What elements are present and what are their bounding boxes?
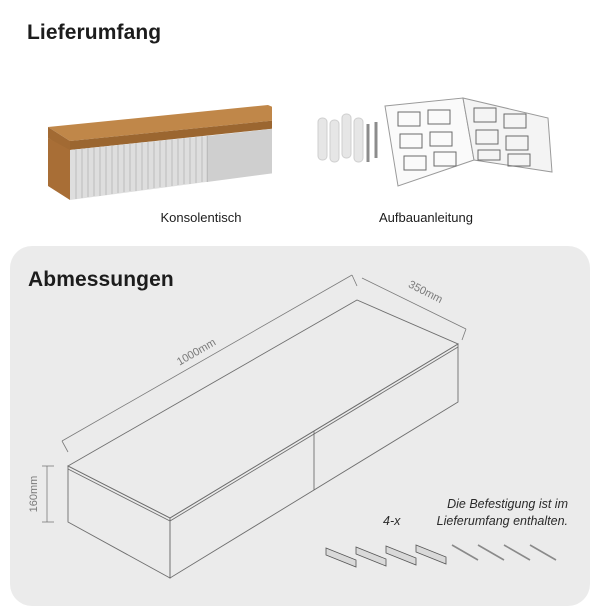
length-dimension-label: 1000mm (174, 336, 219, 369)
screw-icon (452, 545, 556, 560)
fastener-quantity: 4-x (383, 514, 401, 528)
height-dimension-label: 160mm (28, 475, 40, 513)
wall-dowel-icon (326, 545, 446, 567)
depth-dimension-label: 350mm (406, 278, 445, 307)
fastening-note-line2: Lieferumfang enthalten. (436, 514, 568, 528)
console-table-label: Konsolentisch (160, 210, 242, 225)
assembly-manual-label: Aufbauanleitung (379, 210, 473, 225)
dimensions-heading: Abmessungen (28, 268, 174, 291)
fastening-note-line1: Die Befestigung ist im (447, 497, 568, 511)
delivery-scope-heading: Lieferumfang (27, 21, 162, 44)
